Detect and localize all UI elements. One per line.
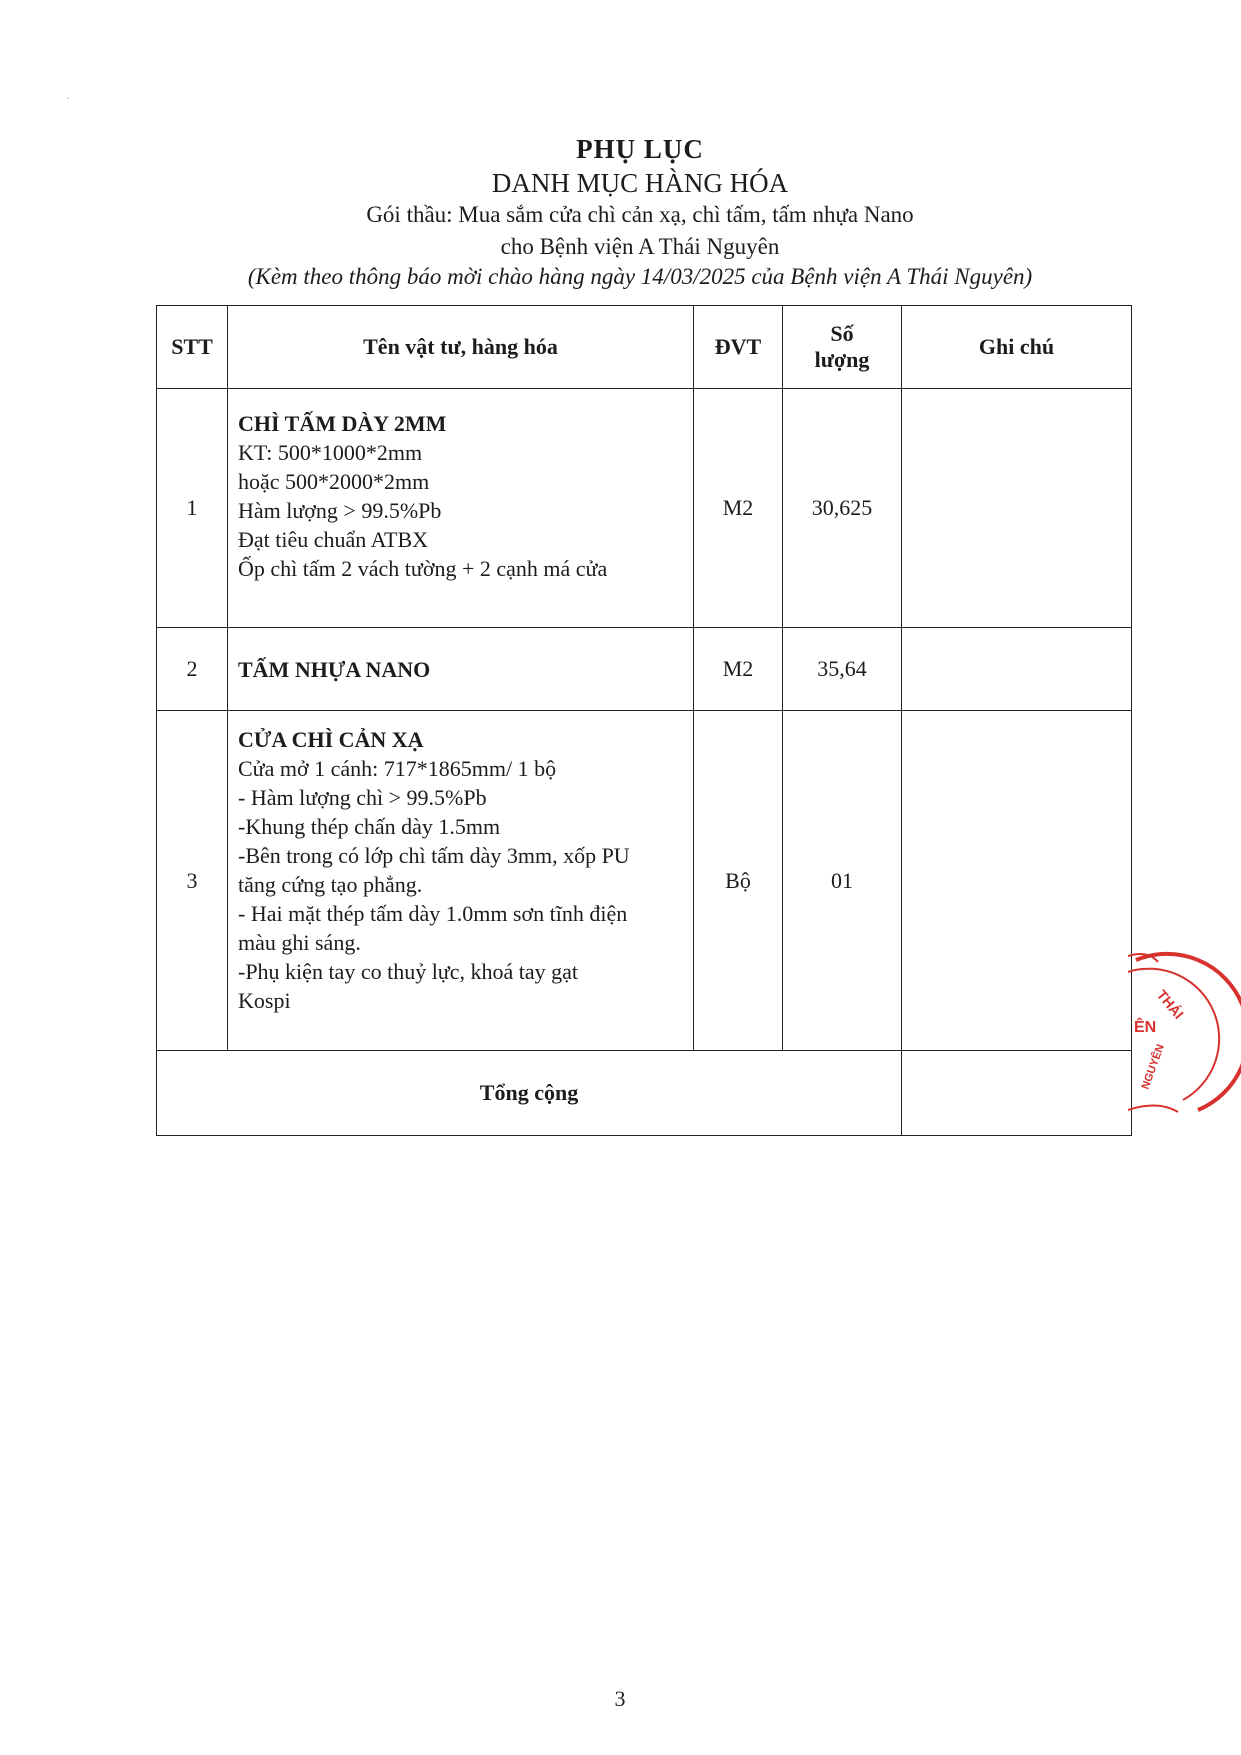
header-note: Ghi chú [902, 306, 1132, 389]
item-line: Ốp chì tấm 2 vách tường + 2 cạnh má cửa [238, 556, 608, 581]
goods-table [156, 305, 1132, 1136]
total-row [157, 1051, 1132, 1136]
table-row [157, 711, 1132, 1051]
item-line: Hàm lượng > 99.5%Pb [238, 498, 442, 523]
page-number: 3 [614, 1686, 626, 1711]
item-line: KT: 500*1000*2mm [238, 440, 423, 465]
cell-name [228, 389, 694, 628]
package-line-1: Gói thầu: Mua sắm cửa chì cản xạ, chì tấm, tấm nhựa Nano [366, 202, 914, 227]
cell-qty: 35,64 [783, 628, 902, 711]
table-row [157, 389, 1132, 628]
header-name: Tên vật tư, hàng hóa [228, 306, 694, 389]
cell-name [228, 711, 694, 1051]
item-line: -Khung thép chấn dày 1.5mm [238, 814, 501, 839]
cell-unit: M2 [694, 628, 783, 711]
svg-text:ÊN: ÊN [1134, 1019, 1157, 1036]
header-qty-line2: lượng [814, 347, 870, 372]
cell-qty: 30,625 [783, 389, 902, 628]
cell-qty: 01 [783, 711, 902, 1051]
svg-text:THÁI: THÁI [1153, 986, 1187, 1022]
item-line: Đạt tiêu chuẩn ATBX [238, 527, 429, 552]
table-header-row [157, 306, 1132, 389]
total-value [902, 1051, 1132, 1136]
item-title: CỬA CHÌ CẢN XẠ [238, 727, 424, 752]
appendix-title: PHỤ LỤC [576, 134, 704, 164]
header-stt: STT [157, 306, 228, 389]
cell-note [902, 389, 1132, 628]
item-line: -Phụ kiện tay co thuỷ lực, khoá tay gạt [238, 959, 579, 984]
item-line: Cửa mở 1 cánh: 717*1865mm/ 1 bộ [238, 756, 557, 781]
header-qty [783, 306, 902, 389]
cell-unit: M2 [694, 389, 783, 628]
item-title: CHÌ TẤM DÀY 2MM [238, 411, 447, 436]
red-seal-stamp [1128, 950, 1241, 1120]
item-line: - Hai mặt thép tấm dày 1.0mm sơn tĩnh điện [238, 901, 628, 926]
cell-stt: 3 [157, 711, 228, 1051]
cell-stt: 2 [157, 628, 228, 711]
cell-note [902, 711, 1132, 1051]
cell-unit: Bộ [694, 711, 783, 1051]
cell-note [902, 628, 1132, 711]
total-label: Tổng cộng [157, 1051, 902, 1136]
item-line: - Hàm lượng chì > 99.5%Pb [238, 785, 487, 810]
table-row [157, 628, 1132, 711]
header-qty-line1: Số [830, 321, 854, 346]
cell-name [228, 628, 694, 711]
item-line: tăng cứng tạo phẳng. [238, 872, 423, 897]
header-unit: ĐVT [694, 306, 783, 389]
item-line: Kospi [238, 988, 291, 1013]
item-line: hoặc 500*2000*2mm [238, 469, 430, 494]
item-line: -Bên trong có lớp chì tấm dày 3mm, xốp PU [238, 843, 630, 868]
item-title: TẤM NHỰA NANO [238, 656, 431, 682]
cell-stt: 1 [157, 389, 228, 628]
item-line: màu ghi sáng. [238, 930, 361, 955]
svg-text:NGUYÊN: NGUYÊN [1139, 1042, 1167, 1092]
package-line-2: cho Bệnh viện A Thái Nguyên [500, 234, 780, 259]
scan-speck: · [66, 94, 70, 105]
list-subtitle: DANH MỤC HÀNG HÓA [491, 168, 789, 198]
attachment-note: (Kèm theo thông báo mời chào hàng ngày 14/03/2025 của Bệnh viện A Thái Nguyên) [247, 264, 1033, 289]
